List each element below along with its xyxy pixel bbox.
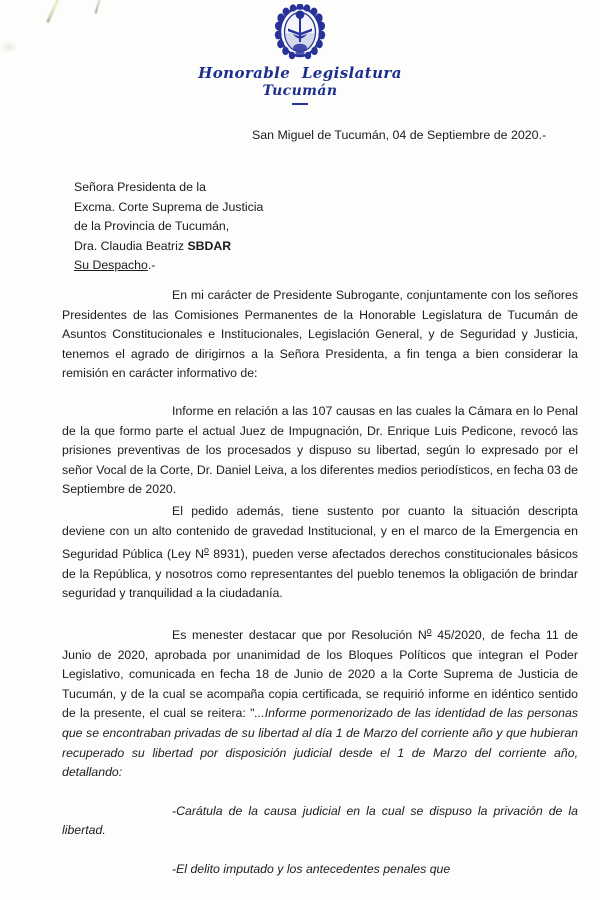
addressee-line-1: Señora Presidenta de la	[74, 180, 206, 194]
paragraph-4-part-a: Es menester destacar que por Resolución N	[172, 628, 427, 643]
detail-item-1: -Carátula de la causa judicial en la cual se dispuso la privación de la libertad.	[62, 803, 578, 838]
addressee-line-4	[74, 237, 263, 257]
letterhead-line-2: Tucumán	[262, 83, 338, 99]
body-paragraph-1: En mi carácter de Presidente Subrogante, conjuntamente con los señores Presidentes de las Comisiones Permanentes de la Honorable Legislatura de Tucumán de Asuntos Constitucionales e Institucionales, Legislación General, y de Seguridad y Justicia, tenemos el agrado de dirigirnos a la Señora Presidenta, a fin tenga a bien considerar la remisión en carácter informativo de:	[62, 288, 578, 381]
addressee-block	[74, 178, 263, 276]
addressee-surname: SBDAR	[187, 238, 232, 253]
addressee-line-2: Excma. Corte Suprema de Justicia	[74, 199, 264, 214]
body-paragraph-4	[62, 622, 578, 783]
letter-body	[62, 286, 578, 880]
addressee-line-5	[74, 256, 263, 276]
dateline: San Miguel de Tucumán, 04 de Septiembre de 2020.-	[252, 128, 547, 142]
su-despacho-text: Su Despacho	[74, 258, 148, 272]
paragraph-3-part-a: El pedido además, tiene sustento por cuanto la situación descripta deviene con un alto contenido de gravedad Institucional, y en el marco de la Emergencia en Seguridad Pública (Ley N	[62, 503, 578, 562]
detail-item-2: -El delito imputado y los antecedentes penales que	[172, 862, 451, 877]
ordinal-indicator: o	[426, 626, 432, 636]
letterhead-divider	[292, 103, 308, 105]
su-despacho-suffix: .-	[147, 258, 156, 272]
quoted-resolution-text: ...Informe pormenorizado de las identidad de las personas que se encontraban privadas de su libertad al día 1 de Marzo del corriente año y que hubieran recuperado su libertad por disposición judicial desde el 1 de Marzo del corriente año, detallando:	[62, 706, 578, 780]
addressee-line-3: de la Provincia de Tucumán,	[74, 219, 230, 233]
letterhead-line-1: Honorable Legislatura	[198, 64, 402, 82]
paragraph-3-part-b: 8931), pueden verse afectados derechos constitucionales básicos de la República, y nosotros como representantes del pueblo tenemos la obligación de brindar seguridad y tranquilidad a la ciudadanía.	[62, 547, 578, 601]
paragraph-4-part-b: 45/2020, de fecha 11 de Junio de 2020, aprobada por unanimidad de los Bloques Políticos que integran el Poder Legislativo, comunicada en fecha 18 de Junio de 2020 a la Corte Suprema de Justicia de Tucumán, y de la cual se acompaña copia certificada, se requirió informe en idéntico sentido de la presente, el cual se reitera: "	[62, 628, 578, 721]
body-paragraph-2: Informe en relación a las 107 causas en las cuales la Cámara en lo Penal de la que formo parte el actual Juez de Impugnación, Dr. Enrique Luis Pedicone, revocó las prisiones preventivas de los procesados y dispuso su libertad, según lo expresado por el señor Vocal de la Corte, Dr. Daniel Leiva, a los diferentes medios periodísticos, en fecha 03 de Septiembre de 2020.	[62, 403, 578, 497]
argentine-coat-of-arms-icon	[269, 4, 331, 62]
body-paragraph-3	[62, 502, 578, 604]
letterhead	[0, 0, 600, 105]
addressee-title: Dra. Claudia Beatriz	[74, 238, 188, 253]
ordinal-indicator: o	[204, 545, 209, 556]
